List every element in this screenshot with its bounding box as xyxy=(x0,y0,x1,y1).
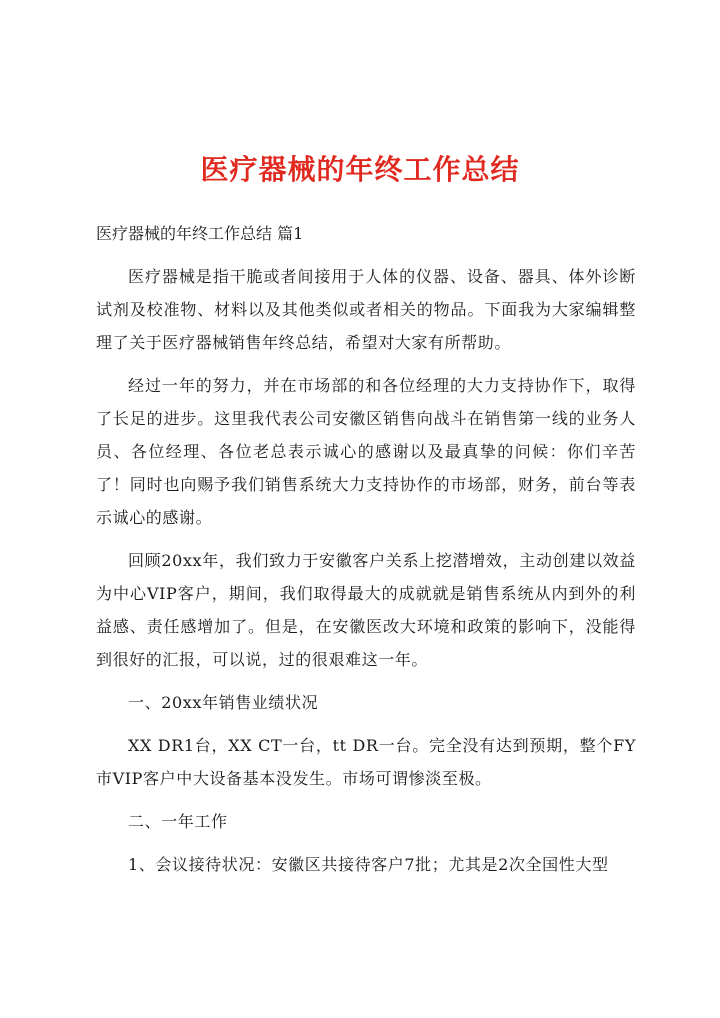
paragraph-meeting-reception: 1、会议接待状况：安徽区共接待客户7批；尤其是2次全国性大型 xyxy=(128,855,609,874)
paragraph-thanks: 经过一年的努力，并在市场部的和各位经理的大力支持协作下，取得了长足的进步。这里我代表公司安徽区销售向战斗在销售第一线的业务人员、各位经理、各位老总表示诚心的感谢以及最真挚的问候：你们辛苦了！同时也向赐予我们销售系统大力支持协作的市场部，财务，前台等表示诚心的感谢。 xyxy=(96,376,636,527)
section-heading-year-work: 二、一年工作 xyxy=(128,812,228,831)
paragraph-review: 回顾20xx年，我们致力于安徽客户关系上挖潜增效，主动创建以效益为中心VIP客户，期间，我们取得最大的成就就是销售系统从内到外的利益感、责任感增加了。但是，在安徽医改大环境和政策的影响下，没能得到很好的汇报，可以说，过的很艰难这一年。 xyxy=(96,551,636,669)
paragraph-intro: 医疗器械是指干脆或者间接用于人体的仪器、设备、器具、体外诊断试剂及校准物、材料以及其他类似或者相关的物品。下面我为大家编辑整理了关于医疗器械销售年终总结，希望对大家有所帮助。 xyxy=(96,267,636,352)
section-heading-sales-performance: 一、20xx年销售业绩状况 xyxy=(128,693,319,712)
document-subtitle: 医疗器械的年终工作总结 篇1 xyxy=(96,224,304,243)
document-title: 医疗器械的年终工作总结 xyxy=(200,153,520,186)
document-body xyxy=(96,220,636,891)
paragraph-sales-performance: XX DR1台，XX CT一台，tt DR一台。完全没有达到预期，整个FY市VIP客户中大设备基本没发生。市场可谓惨淡至极。 xyxy=(96,736,636,788)
